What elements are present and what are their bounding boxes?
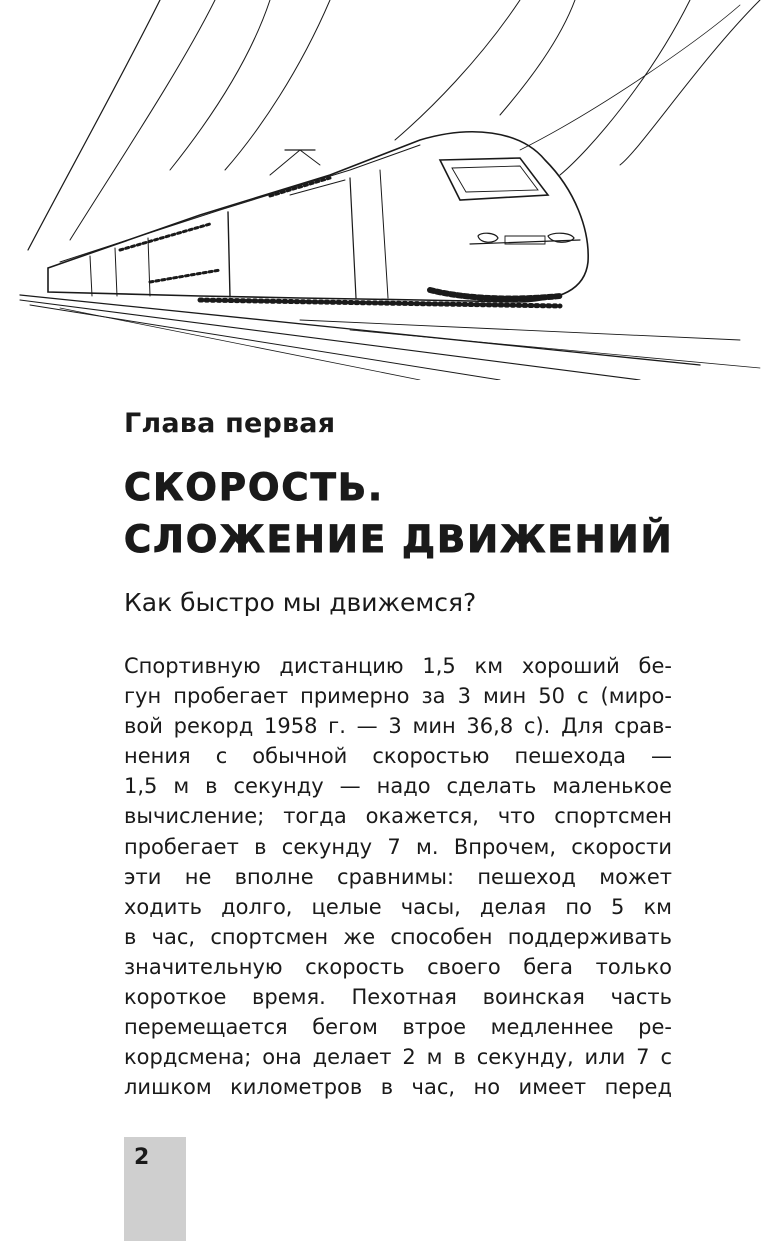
train-illustration — [0, 0, 768, 380]
chapter-title-line: СЛОЖЕНИЕ ДВИЖЕНИЙ — [124, 518, 674, 561]
body-line: короткое время. Пехотная воинская часть — [124, 985, 672, 1010]
body-line: 1,5 м в секунду — надо сделать маленькое — [124, 774, 672, 799]
body-line: лишком километров в час, но имеет перед — [124, 1075, 672, 1100]
body-line: пробегает в секунду 7 м. Впрочем, скорости — [124, 834, 672, 859]
body-line: в час, спортсмен же способен поддерживать — [124, 924, 672, 949]
section-heading: Как быстро мы движемся? — [124, 588, 477, 617]
body-line: ходить долго, целые часы, делая по 5 км — [124, 894, 672, 919]
body-line: эти не вполне сравнимы: пешеход может — [124, 864, 672, 889]
body-paragraph — [124, 651, 672, 1102]
chapter-title-line: СКОРОСТЬ. — [124, 466, 385, 509]
page-number: 2 — [134, 1145, 150, 1170]
body-line: вычисление; тогда окажется, что спортсмен — [124, 804, 672, 829]
body-line: перемещается бегом втрое медленнее ре- — [124, 1015, 672, 1040]
body-line: значительную скорость своего бега только — [124, 954, 672, 979]
page-number-tab — [124, 1137, 186, 1241]
body-line: вой рекорд 1958 г. — 3 мин 36,8 с). Для срав- — [124, 714, 672, 739]
body-line: кордсмена; она делает 2 м в секунду, или 7 с — [124, 1045, 672, 1070]
body-line: Спортивную дистанцию 1,5 км хороший бе- — [124, 654, 672, 678]
chapter-label: Глава первая — [124, 408, 336, 439]
body-line: гун пробегает примерно за 3 мин 50 с (миро- — [124, 684, 672, 709]
chapter-title — [124, 462, 724, 566]
body-line: нения с обычной скоростью пешехода — — [124, 744, 672, 769]
